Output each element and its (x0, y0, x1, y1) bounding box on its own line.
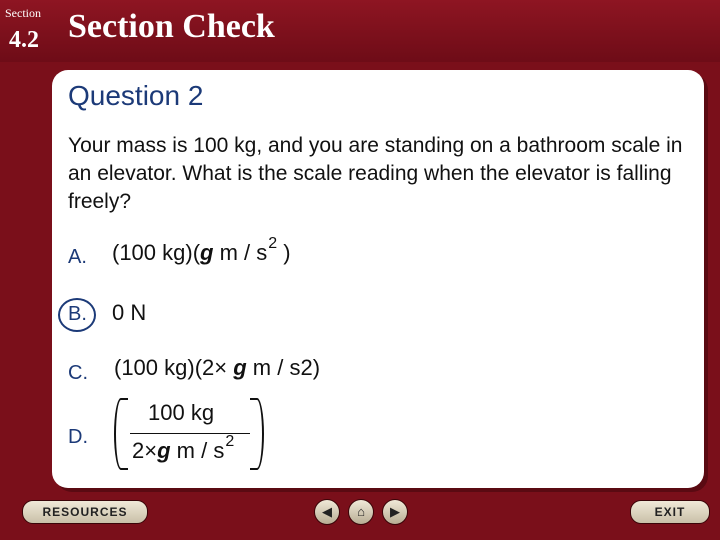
question-title: Question 2 (68, 80, 204, 111)
choice-a-sup: 2 (268, 235, 278, 252)
choice-c-post: m / s2) (246, 355, 321, 380)
choice-a-letter[interactable]: A. (68, 246, 87, 268)
choice-d-den-sup: 2 (225, 433, 235, 450)
choice-d-den-pre: 2× (132, 438, 158, 463)
next-icon[interactable]: ▶ (382, 499, 408, 525)
choice-d-letter[interactable]: D. (68, 426, 88, 448)
choice-d-numerator: 100 kg (148, 400, 215, 425)
choice-a-answer[interactable] (112, 235, 291, 266)
choice-b-answer[interactable]: 0 N (112, 300, 147, 325)
choice-d-denominator (132, 433, 235, 464)
question-text: Your mass is 100 kg, and you are standing on a bathroom scale in an elevator. What is the scale reading when the elevator is falling freely? (68, 134, 683, 213)
exit-button[interactable]: EXIT (630, 500, 710, 524)
choice-c-answer[interactable] (114, 355, 320, 381)
question-card (52, 70, 704, 488)
choice-a-close: ) (277, 240, 291, 265)
choice-a-post: m / s (213, 240, 268, 265)
section-word: Section (5, 6, 41, 20)
resources-button[interactable]: RESOURCES (22, 500, 148, 524)
home-icon[interactable]: ⌂ (348, 499, 374, 525)
choice-a-pre: (100 kg)( (112, 240, 201, 265)
choice-d-answer[interactable] (114, 398, 264, 468)
choice-d-den-var: g (157, 438, 171, 463)
page-title: Section Check (68, 8, 275, 45)
section-tab (0, 0, 52, 60)
left-paren (114, 398, 128, 470)
choice-c-letter[interactable]: C. (68, 362, 88, 384)
previous-icon[interactable]: ◀ (314, 499, 340, 525)
choice-b-letter[interactable]: B. (68, 303, 87, 325)
section-number: 4.2 (9, 27, 39, 53)
right-paren (250, 398, 264, 470)
choice-c-var: g (233, 355, 247, 380)
choice-a-var: g (200, 240, 214, 265)
choice-c-pre: (100 kg)(2× (114, 355, 234, 380)
header-bar (0, 0, 720, 62)
choice-d-den-post: m / s (170, 438, 225, 463)
